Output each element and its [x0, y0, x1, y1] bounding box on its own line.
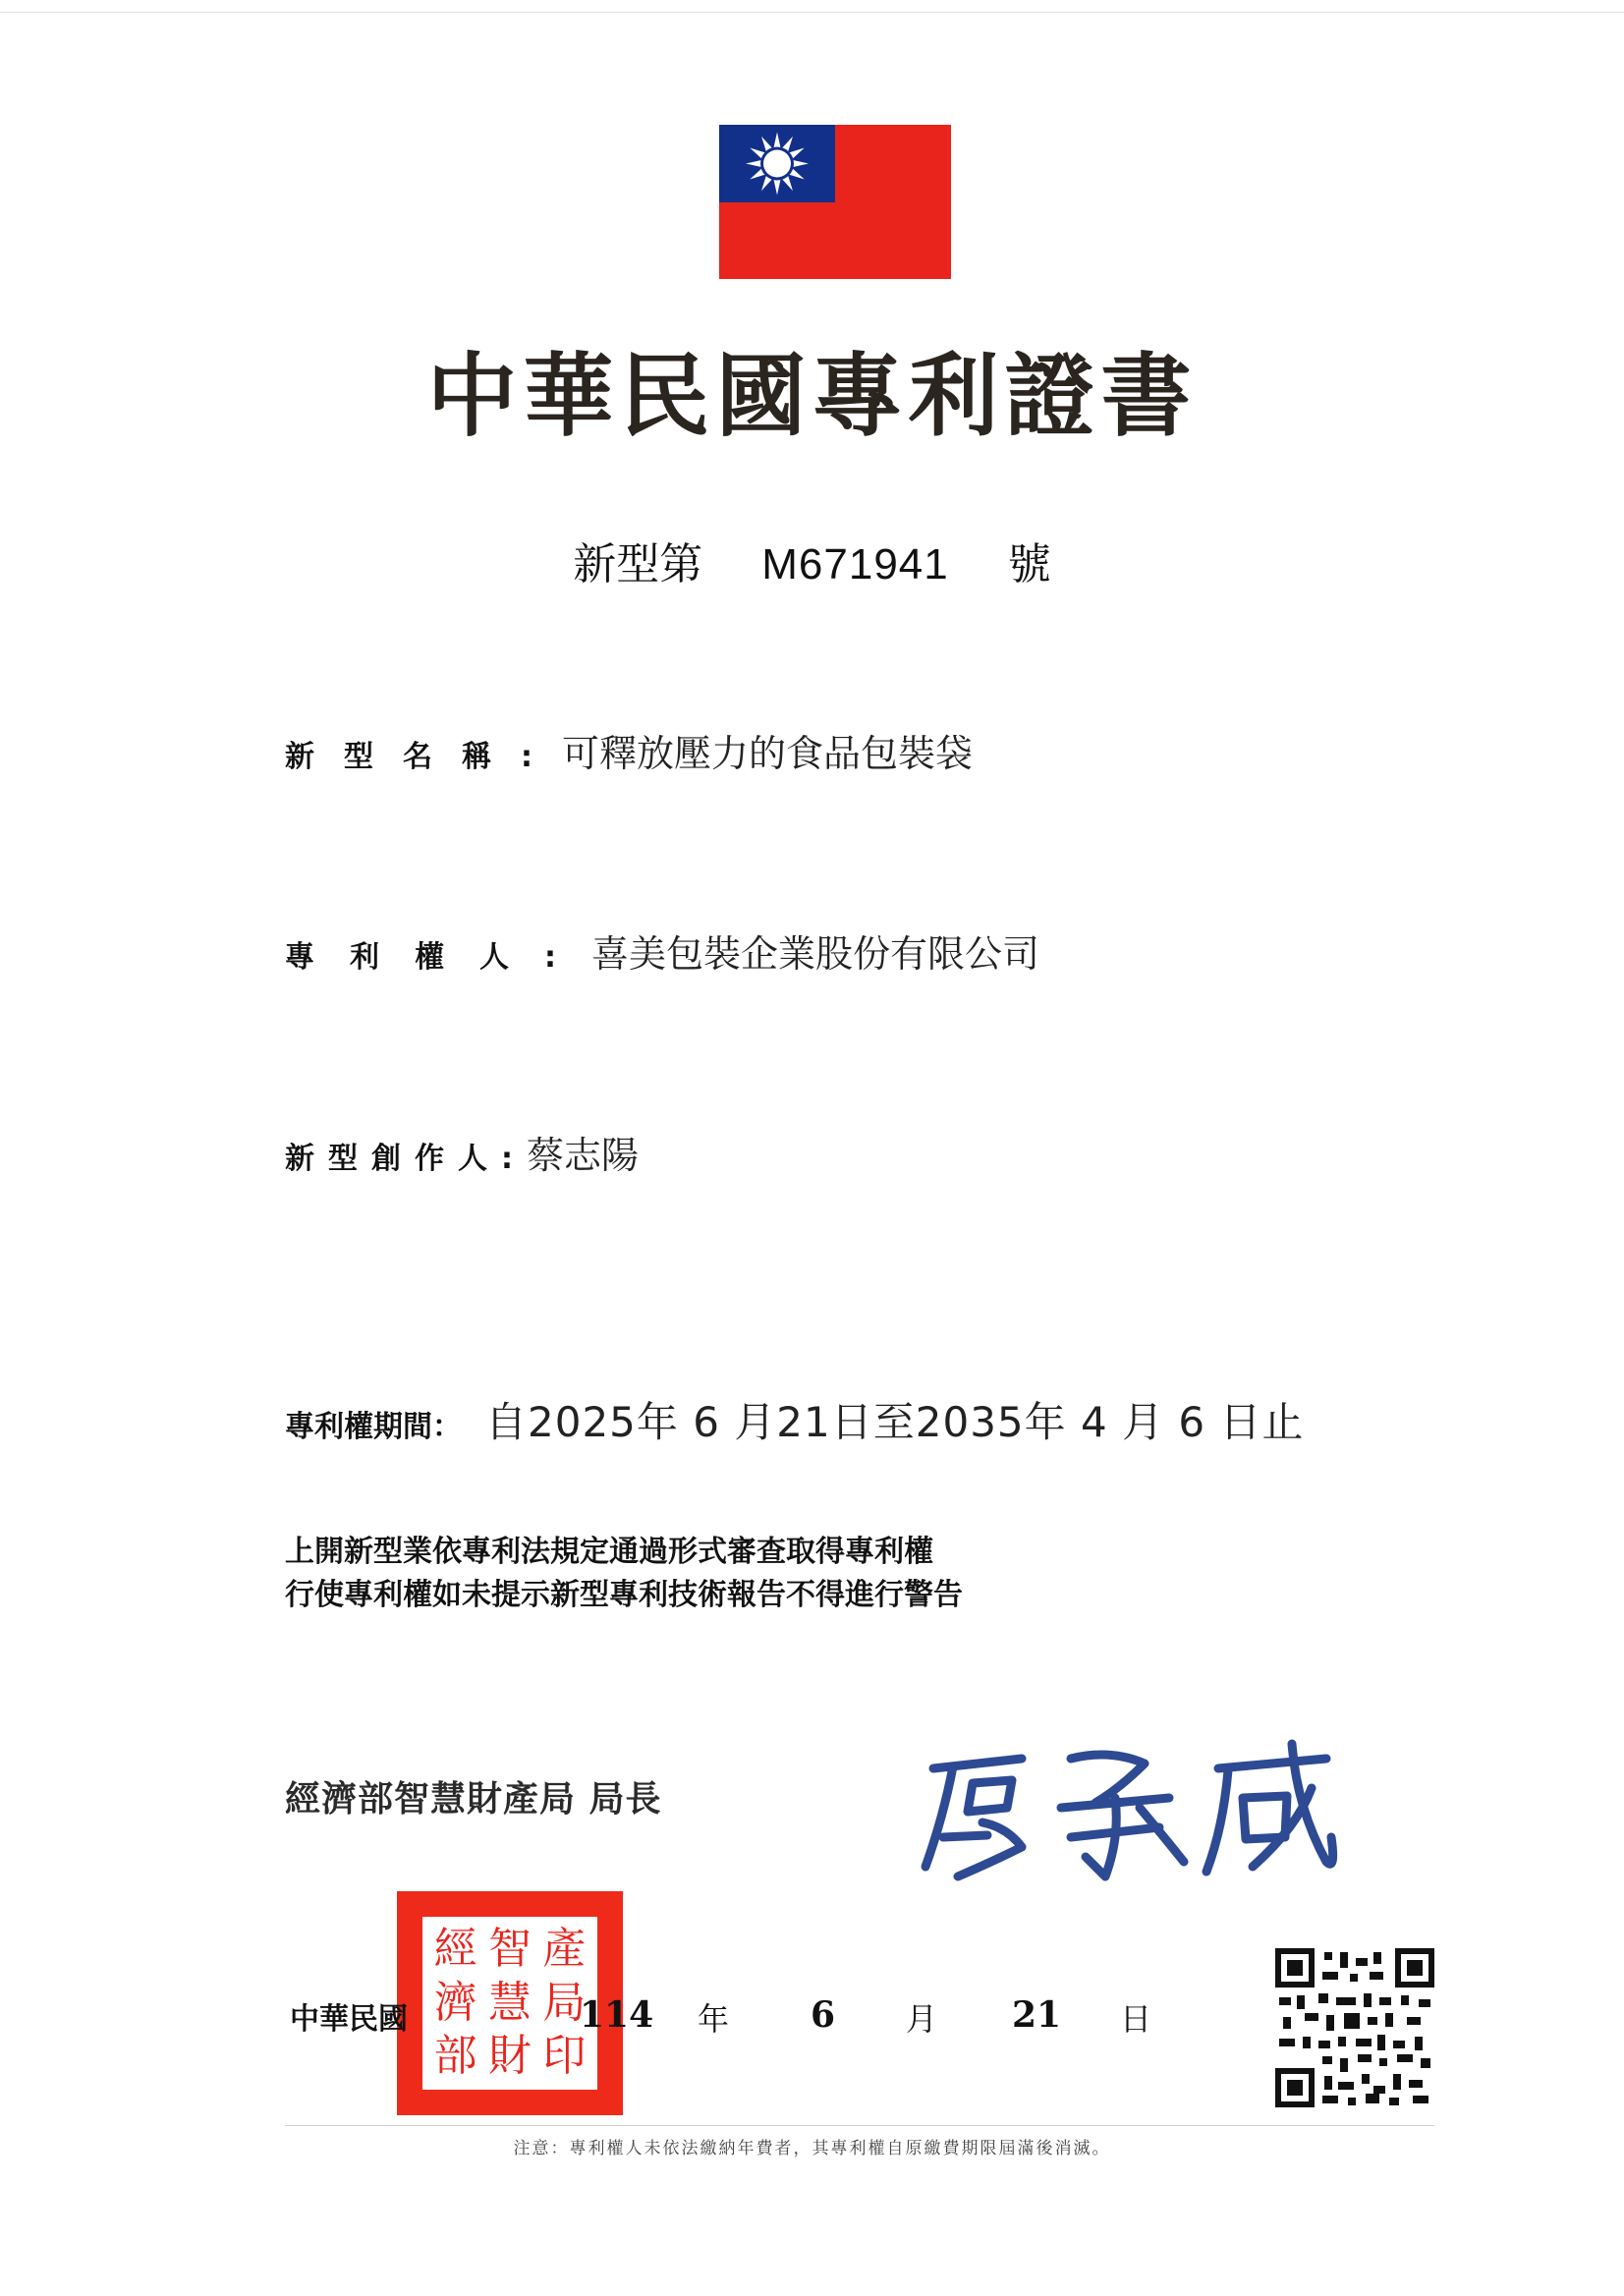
seal-char: 財 — [487, 2031, 532, 2082]
issue-date-year: 114 — [580, 1994, 654, 2036]
seal-characters — [428, 1923, 591, 2084]
seal-char: 濟 — [433, 1977, 477, 2028]
legal-notice — [285, 1531, 963, 1617]
top-edge-line — [0, 12, 1624, 13]
field-creator — [285, 1125, 639, 1179]
field-utility-model-name — [285, 723, 973, 777]
qr-code-icon — [1275, 1948, 1434, 2107]
field-label: 新型創作人: — [285, 1142, 527, 1176]
roc-flag — [719, 125, 951, 279]
issue-date-month: 6 — [811, 1994, 836, 2036]
issue-date-era-label: 中華民國 — [290, 2002, 408, 2037]
patent-number-suffix: 號 — [1007, 539, 1051, 589]
legal-notice-line-2: 行使專利權如未提示新型專利技術報告不得進行警告 — [285, 1578, 963, 1612]
seal-char: 經 — [433, 1924, 477, 1974]
footer-divider — [285, 2125, 1434, 2126]
director-title: 經濟部智慧財產局 局長 — [285, 1778, 662, 1820]
field-patentee — [285, 924, 1039, 978]
patent-term-label: 專利權期間： — [285, 1410, 462, 1444]
field-label: 新型名稱: — [285, 740, 562, 774]
patent-number-prefix: 新型第 — [573, 539, 703, 589]
field-value: 喜美包裝企業股份有限公司 — [591, 932, 1040, 976]
patent-term-value: 自2025年 6 月21日至2035年 4 月 6 日止 — [485, 1398, 1305, 1446]
field-value: 蔡志陽 — [527, 1134, 640, 1177]
white-sun-icon — [719, 125, 835, 202]
seal-char: 智 — [487, 1924, 532, 1974]
seal-char: 慧 — [487, 1977, 532, 2028]
seal-char: 局 — [542, 1977, 587, 2028]
certificate-title: 中華民國專利證書 — [426, 343, 1198, 449]
director-signature — [914, 1729, 1346, 1886]
seal-char: 產 — [542, 1924, 587, 1974]
field-label: 專利權人: — [285, 940, 591, 975]
seal-char: 印 — [542, 2031, 587, 2082]
issue-date-day: 21 — [1012, 1994, 1062, 2036]
patent-term — [285, 1390, 1305, 1449]
flag-canton — [719, 125, 835, 202]
issue-date-year-unit: 年 — [698, 2000, 730, 2038]
footnote: 注意：專利權人未依法繳納年費者，其專利權自原繳費期限屆滿後消滅。 — [513, 2139, 1111, 2158]
seal-char: 部 — [433, 2031, 477, 2082]
issue-date-era — [290, 1994, 408, 2038]
patent-number-line — [0, 529, 1624, 591]
seal-inner — [422, 1917, 597, 2090]
field-value: 可釋放壓力的食品包裝袋 — [562, 732, 974, 775]
issue-date-month-unit: 月 — [906, 2000, 938, 2038]
legal-notice-line-1: 上開新型業依專利法規定通過形式審查取得專利權 — [285, 1535, 933, 1569]
issue-date-day-unit: 日 — [1120, 2000, 1152, 2038]
patent-number: M671941 — [761, 540, 949, 588]
